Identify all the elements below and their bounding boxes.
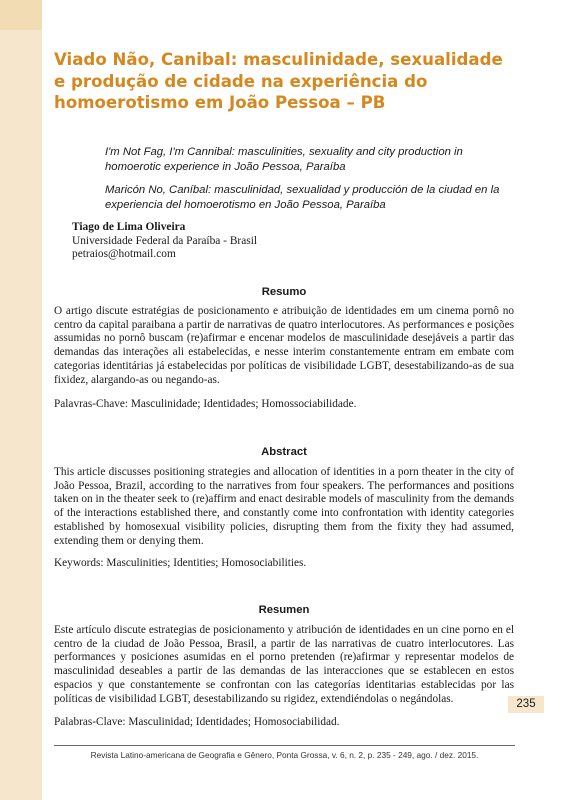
author-name: Tiago de Lima Oliveira — [72, 221, 186, 233]
journal-citation-footer: Revista Latino-americana de Geografia e Gênero, Ponta Grossa, v. 6, n. 2, p. 235 - 249, ago. / dez. 2015. — [90, 750, 479, 760]
side-color-strip — [0, 0, 42, 800]
resumo-keywords: Palavras-Chave: Masculinidade; Identidades; Homossociabilidade. — [54, 398, 357, 410]
abstract-keywords: Keywords: Masculinities; Identities; Homosociabilities. — [54, 557, 307, 569]
side-color-strip-top — [0, 0, 42, 30]
resumen-keywords: Palabras-Clave: Masculinidad; Identidades; Homosociabilidad. — [54, 716, 340, 728]
resumen-body: Este artículo discute estrategias de posicionamento y atribución de identidades en un cine porno en el centro de la ciudad de João Pessoa, Brasil, a partir de las narrativas de cuatro interlocutores. Las performances y posiciones asumidas en el porno pretenden (re)afirmar y representar modelos de masculinidad deseables a partir de las demandas de las interacciones que se establecen en estos espacios y que constantemente se confrontan con las categorías identitarias establecidas por las políticas de visibilidad LGBT, desestabilizando su rigidez, extendiéndolas o negándolas. — [54, 624, 514, 705]
article-title-english: I'm Not Fag, I'm Cannibal: masculinities, sexuality and city production in homoerotic experience in João Pessoa, Paraíba — [105, 146, 463, 173]
author-affiliation: Universidade Federal da Paraíba - Brasil — [72, 234, 258, 247]
author-block — [72, 221, 492, 262]
resumo-heading: Resumo — [261, 286, 307, 298]
author-email: petraios@hotmail.com — [72, 248, 176, 261]
page-number: 235 — [508, 696, 544, 713]
abstract-heading: Abstract — [261, 446, 307, 458]
abstract-body: This article discusses positioning strategies and allocation of identities in a porn theater in the city of João Pessoa, Brazil, according to the narratives from four speakers. The performances and positions taken on in the theater seek to (re)affirm and enact desirable models of masculinity from the demands of the interactions established there, and constantly come into confrontation with identity categories established by homosexual visibility policies, disrupting them from the fixity they had assumed, extending them or denying them. — [54, 466, 514, 547]
footer-divider — [54, 745, 515, 746]
resumen-heading: Resumen — [258, 604, 310, 616]
article-title: Viado Não, Canibal: masculinidade, sexualidade e produção de cidade na experiência do homoerotismo em João Pessoa – PB — [54, 50, 503, 112]
resumo-body: O artigo discute estratégias de posicionamento e atribuição de identidades em um cinema pornô no centro da capital paraibana a partir de narrativas de quatro interlocutores. As performances e posições assumidas no pornô buscam (re)afirmar e encenar modelos de masculinidade desejáveis a partir das demandas das interações ali estabelecidas, e nesse interim constantemente entram em embate com categorias identitárias já estabelecidas por políticas de visibilidade LGBT, desestabilizando-as de sua fixidez, alargando-as ou negando-as. — [54, 305, 514, 386]
article-title-spanish: Maricón No, Caníbal: masculinidad, sexualidad y producción de la ciudad en la experiencia del homoerotismo en João Pessoa, Paraíba — [105, 184, 500, 211]
